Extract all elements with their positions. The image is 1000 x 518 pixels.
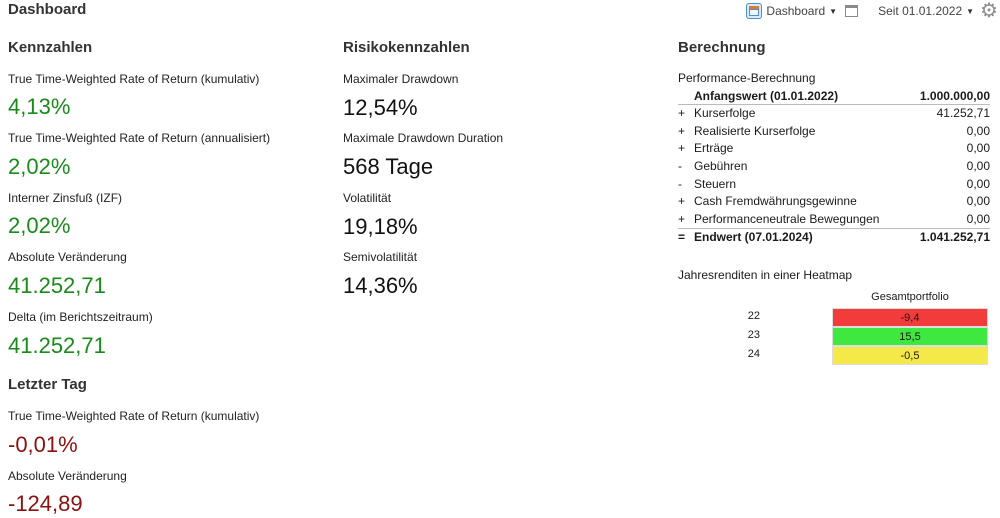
metric-label: True Time-Weighted Rate of Return (kumulativ) <box>8 409 260 423</box>
heatmap-row <box>678 346 990 365</box>
table-row <box>678 211 990 229</box>
row-label: Performanceneutrale Bewegungen <box>694 211 880 226</box>
start-value-row <box>678 88 990 106</box>
heatmap-year: 22 <box>747 310 760 322</box>
metric-label: True Time-Weighted Rate of Return (kumulativ) <box>8 72 260 86</box>
metric-label: Interner Zinsfuß (IZF) <box>8 191 123 205</box>
table-row <box>678 140 990 158</box>
table-row <box>678 176 990 194</box>
heatmap-cell: 15,5 <box>832 327 988 346</box>
end-value-row <box>678 228 990 246</box>
table-row <box>678 105 990 123</box>
table-row <box>678 193 990 211</box>
row-amount: 0,00 <box>966 158 990 173</box>
metric-label: Absolute Veränderung <box>8 469 127 483</box>
end-value-amount: 1.041.252,71 <box>919 230 990 245</box>
heatmap-title: Jahresrenditen in einer Heatmap <box>678 268 853 282</box>
table-row <box>678 158 990 176</box>
heatmap-year: 24 <box>747 348 760 360</box>
risk-value: 12,54% <box>343 95 418 120</box>
operator: - <box>678 158 682 173</box>
risk-label: Maximaler Drawdown <box>343 72 459 86</box>
risk-label: Volatilität <box>343 191 392 205</box>
heatmap-year: 23 <box>747 329 760 341</box>
row-amount: 0,00 <box>966 194 990 209</box>
chevron-down-icon[interactable]: ▼ <box>829 6 838 16</box>
dashboard-select[interactable]: Dashboard <box>766 4 826 18</box>
risk-label: Semivolatilität <box>343 250 418 264</box>
toolbar-controls <box>746 1 1000 21</box>
row-label: Cash Fremdwährungsgewinne <box>694 194 857 209</box>
gear-icon[interactable]: ⚙ <box>980 0 998 22</box>
row-amount: 0,00 <box>966 123 990 138</box>
start-value-label: Anfangswert (01.01.2022) <box>694 88 839 103</box>
page-title: Dashboard <box>8 1 87 18</box>
metric-label: Delta (im Berichtszeitraum) <box>8 310 153 324</box>
operator: + <box>678 211 686 226</box>
operator: + <box>678 194 686 209</box>
risk-value: 568 Tage <box>343 154 434 179</box>
metric-value: 2,02% <box>8 154 71 179</box>
risk-value: 14,36% <box>343 273 418 298</box>
operator: = <box>678 230 686 245</box>
risk-value: 19,18% <box>343 214 418 239</box>
performance-subtitle-row <box>678 70 990 88</box>
performance-subtitle: Performance-Berechnung <box>678 71 816 85</box>
chevron-down-icon[interactable]: ▼ <box>966 6 975 16</box>
metric-label: Absolute Veränderung <box>8 250 127 264</box>
row-amount: 0,00 <box>966 141 990 156</box>
start-value-amount: 1.000.000,00 <box>919 88 990 103</box>
row-label: Kurserfolge <box>694 106 756 121</box>
table-row <box>678 123 990 141</box>
heatmap-row <box>678 327 990 346</box>
heatmap-cell: -0,5 <box>832 346 988 365</box>
risiko-title: Risikokennzahlen <box>343 39 470 56</box>
dashboard-icon[interactable] <box>746 3 762 19</box>
metric-value: 41.252,71 <box>8 333 106 358</box>
row-label: Gebühren <box>694 158 748 173</box>
berechnung-title: Berechnung <box>678 39 766 56</box>
performance-table <box>678 70 990 246</box>
letzter-tag-title: Letzter Tag <box>8 376 87 393</box>
operator: + <box>678 123 686 138</box>
metric-value: -124,89 <box>8 491 83 516</box>
row-amount: 41.252,71 <box>936 106 990 121</box>
row-label: Realisierte Kurserfolge <box>694 123 816 138</box>
row-amount: 0,00 <box>966 176 990 191</box>
row-label: Erträge <box>694 141 734 156</box>
risk-label: Maximale Drawdown Duration <box>343 131 504 145</box>
operator: - <box>678 176 682 191</box>
heatmap-cell: -9,4 <box>832 308 988 327</box>
heatmap-column-header: Gesamtportfolio <box>871 291 949 303</box>
end-value-label: Endwert (07.01.2024) <box>694 230 813 245</box>
metric-label: True Time-Weighted Rate of Return (annualisiert) <box>8 131 271 145</box>
period-select[interactable]: Seit 01.01.2022 <box>878 4 963 18</box>
metric-value: 41.252,71 <box>8 273 106 298</box>
heatmap-row <box>678 308 990 327</box>
kennzahlen-title: Kennzahlen <box>8 39 93 56</box>
metric-value: -0,01% <box>8 432 78 457</box>
operator: + <box>678 141 686 156</box>
toolbar <box>0 0 1000 24</box>
new-window-icon[interactable] <box>845 5 858 17</box>
metric-value: 2,02% <box>8 213 71 238</box>
operator: + <box>678 106 686 121</box>
row-amount: 0,00 <box>966 211 990 226</box>
metric-value: 4,13% <box>8 94 71 119</box>
row-label: Steuern <box>694 176 737 191</box>
